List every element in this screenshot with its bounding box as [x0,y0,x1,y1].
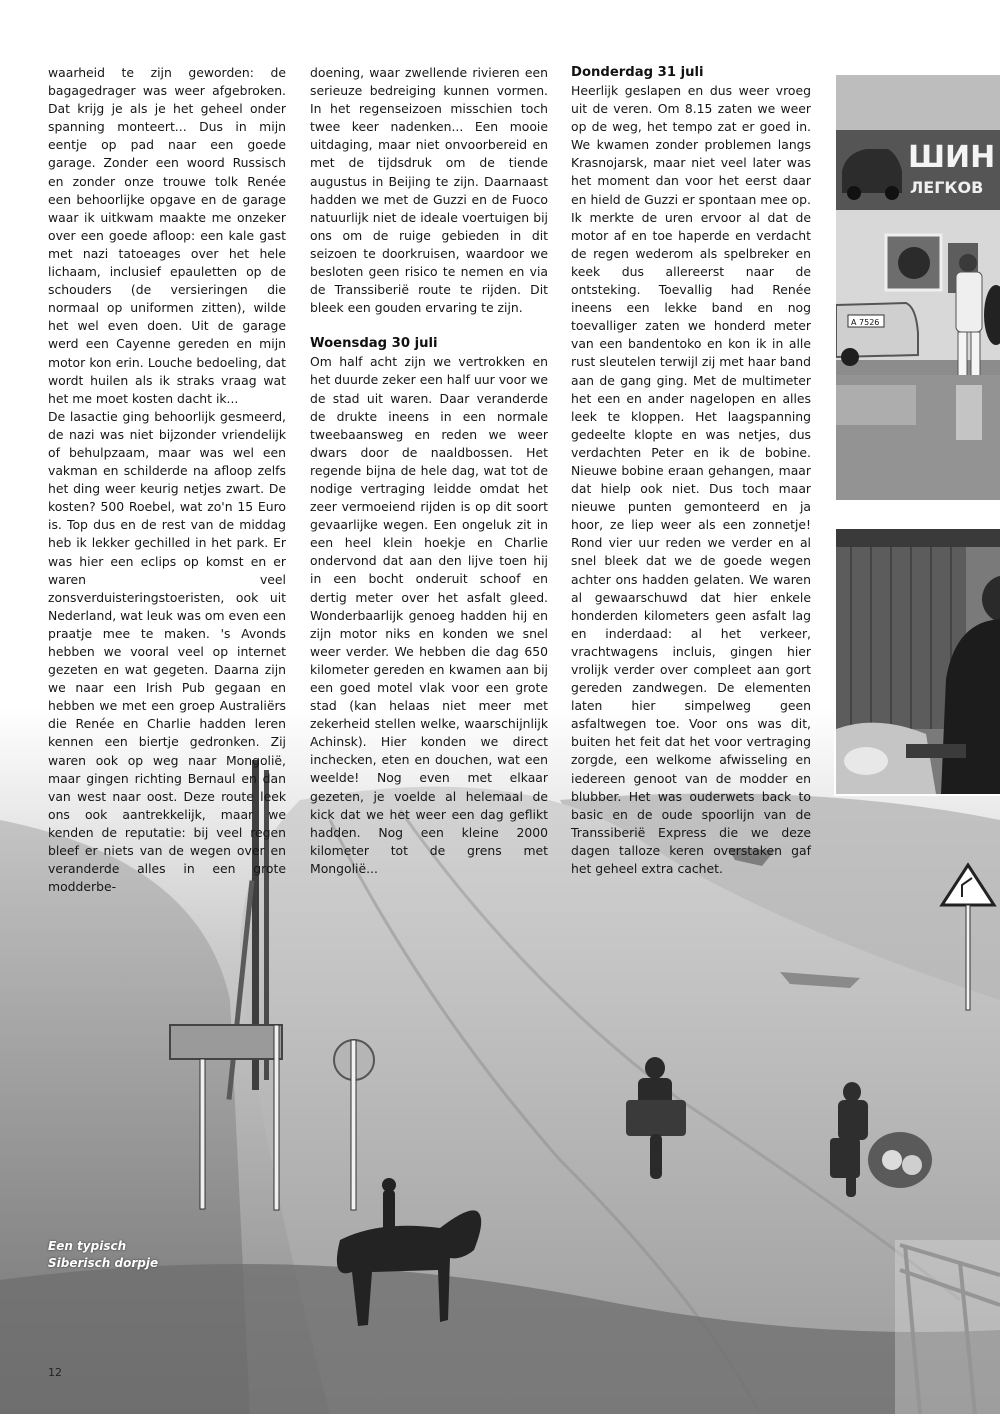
article-column-2 [310,64,548,878]
article-paragraph: doening, waar zwellende rivieren een serieuze bedreiging kunnen vormen. In het regenseizoen misschien toch twee keer nadenken... Een mooie uitdaging, maar niet onvoorbereid en met de tijdsdruk om de tiende augustus in Beijing te zijn. Daarnaast hadden we met de Guzzi en de Fuoco natuurlijk niet de ideale voertuigen bij ons om de ruige gebieden in dit seizoen te doorkruisen, waardoor we besloten geen risico te nemen en via de Transsiberië route te rijden. Dit bleek een gouden ervaring te zijn. [310,65,548,316]
caption-line: Siberisch dorpje [48,1256,159,1270]
tyre-shop-photo [834,73,1000,502]
article-paragraph: De lasactie ging behoorlijk gesmeerd, de nazi was niet bijzonder vriendelijk of behulpzaam, maar was wel een vakman en schilderde na afloop zelfs het ding weer keurig netjes zwart. De kosten? 500 Roebel, wat zo'n 15 Euro is. Top dus en de rest van de middag heb ik lekker gechilled in het park. Er was hier een eclips op komst en er waren veel zonsverduisteringstoeristen, ook uit Nederland, wat leuk was om even een praatje mee te maken. 's Avonds hebben we vooral veel op internet gezeten en wat gegeten. Daarna zijn we naar een Irish Pub gegaan en hebben we met een groep Australiërs die Renée en Charlie hadden leren kennen een biertje gedronken. Zij waren ook op weg naar Mongolië, maar gingen richting Bernaul en dan van west naar oost. Deze route leek ons ook aantrekkelijk, maar we kenden de reputatie: bij veel regen bleef er niets van de wegen over en veranderde alles in een grote modderbe- [48,408,286,895]
article-paragraph: Heerlijk geslapen en dus weer vroeg uit de veren. Om 8.15 zaten we weer op de weg, het tempo zat er goed in. We kwamen zonder problemen langs Krasnojarsk, maar niet veel later was het moment dan voor het eerst daar en hield de Guzzi er spontaan mee op. Ik merkte de uren ervoor al dat de motor af en toe haperde en verdacht de regen wederom als spelbreker en keek dus allereerst naar de ontsteking. Toevallig had Renée ineens een lekke band en nog toevalliger zaten we honderd meter van een bandentoko en kon ik in alle rust sleutelen terwijl zij met haar band aan de gang ging. Met de multimeter het een en ander nagelopen en alles leek te kloppen. Het laagspanning gedeelte klopte en was netjes, dus verdachten Peter en ik de bobine. Nieuwe bobine eraan gehangen, maar dat hielp ook niet. Dus toch maar nieuwe punten gemonteerd en ja hoor, ze liep weer als een zonnetje! Rond vier uur reden we verder en al snel bleek dat we de goede wegen achter ons hadden gelaten. We waren al gewaarschuwd dat hier enkele honderden kilometers geen asfalt lag en inderdaad: al het verkeer, vrachtwagens incluis, gingen hier vrolijk verder over compleet aan gort gereden zandwegen. De elementen laten hier simpelweg geen asfaltwegen toe. Voor ons was dit, buiten het feit dat het voor vertraging zorgde, een welkome afwisseling en iedereen genoot van de modder en blubber. Het was ouderwets back to basic en de oude spoorlijn van de Transsiberië Express die we deze dagen talloze keren overstaken gaf het geheel extra cachet. [571,83,811,877]
photo-caption [48,1238,188,1272]
license-plate-text: А 7526 [851,318,880,327]
article-paragraph: Om half acht zijn we vertrokken en het duurde zeker een half uur voor we de stad uit waren. Daar veranderde de drukte ineens in een normale tweebaansweg en reden we weer dwars door de naaldbossen. Het regende bijna de hele dag, wat tot de nodige vertraging leidde omdat het zeer vermoeiend rijden is op dit soort gevaarlijke wegen. Een ongeluk zit in een heel klein hoekje en Charlie ondervond dat aan den lijve toen hij in een bocht onderuit schoof en dertig meter over het asfalt gleed. Wonderbaarlijk genoeg hadden hij en zijn motor niks en konden we snel weer verder. We hebben die dag 650 kilometer gereden en kwamen aan bij een goed motel vlak voor een grote stad (kan helaas niet meer met zekerheid stellen welke, waarschijnlijk Achinsk). Hier konden we direct inchecken, eten en douchen, wat een weelde! Nog even met elkaar gezeten, je voelde al helemaal de kick dat we het weer een dag geflikt hadden. Nog een kleine 2000 kilometer tot de grens met Mongolië... [310,354,548,876]
section-heading-donderdag: Donderdag 31 juli [571,65,704,80]
article-column-3 [571,64,811,878]
shop-sign-subtext: ЛЕГКОВ [910,178,984,197]
article-paragraph: waarheid te zijn geworden: de bagagedrager was weer afgebroken. Dat krijg je als je het geheel onder spanning monteert... Dus in mijn eentje op pad naar een goede garage. Zonder een woord Russisch en zonder onze trouwe tolk Renée een behoorlijke opgave en de garage waar ik uitkwam maakte me onzeker over een goede afloop: een kale gast met nazi tatoeages over het hele lichaam, inclusief epauletten op de schouders (de versieringen die normaal op uniformen zitten), wilde het wel even doen. Uit de garage werd een Cayenne gereden en mijn motor kon erin. Louche bedoeling, dat wordt huilen als ik straks vraag wat het me moet kosten dacht ik... [48,65,286,406]
article-column-1 [48,64,286,896]
mechanic-illustration [836,529,1000,794]
caption-line: Een typisch [48,1239,127,1253]
section-heading-woensdag: Woensdag 30 juli [310,336,438,352]
shop-sign-text: ШИН [908,140,996,175]
page-number: 12 [48,1366,62,1379]
mechanic-photo [834,527,1000,796]
tyre-shop-illustration [836,75,1000,500]
